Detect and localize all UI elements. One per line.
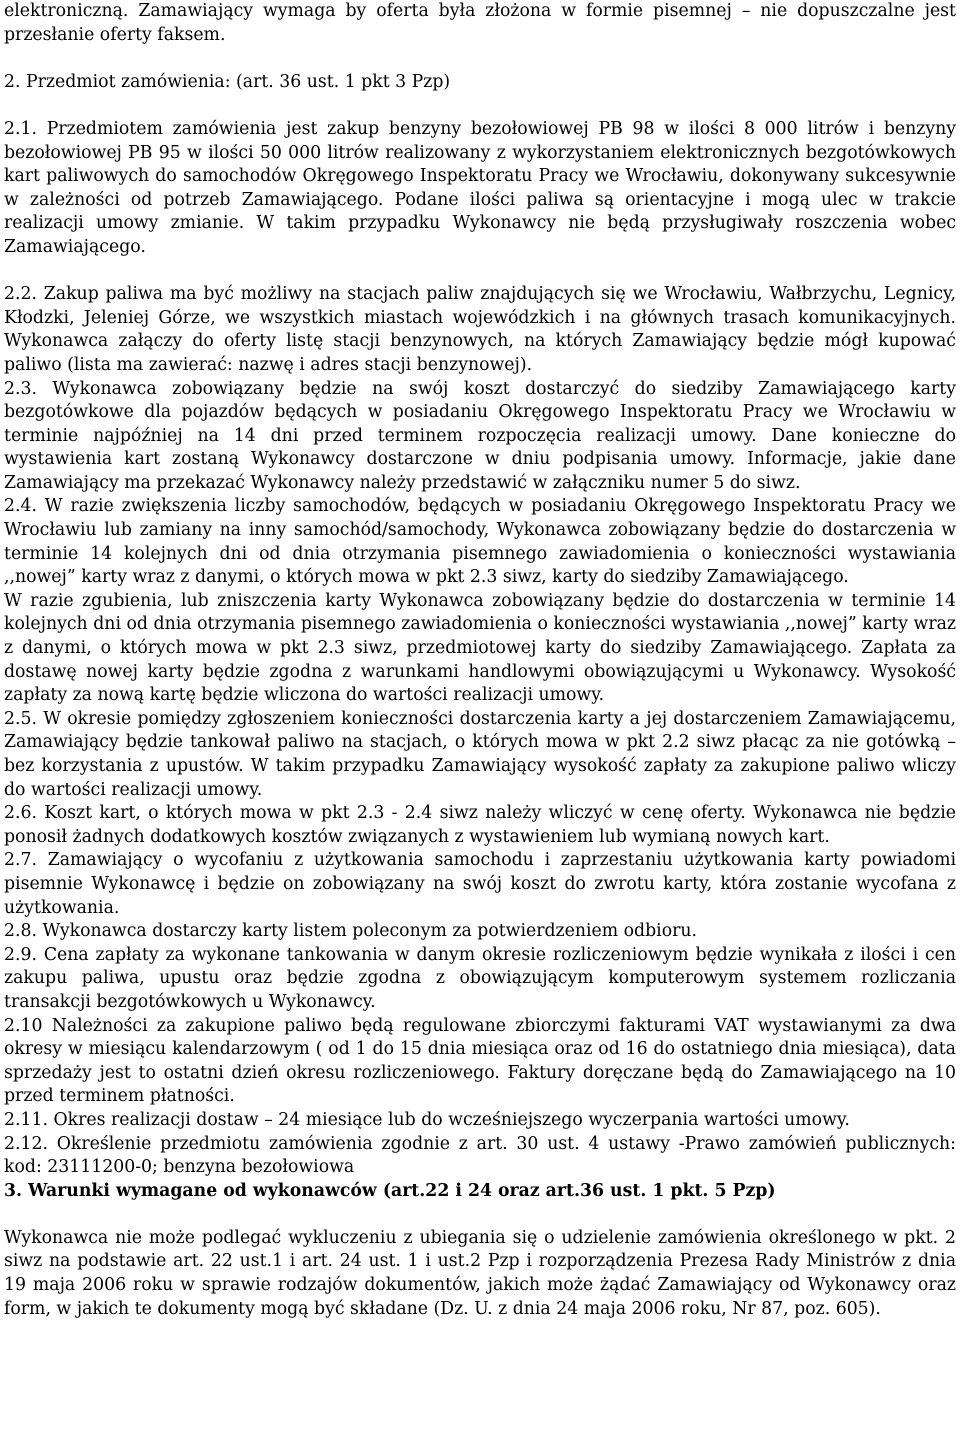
spacer xyxy=(4,94,956,118)
paragraph-2-3: 2.3. Wykonawca zobowiązany będzie na swój koszt dostarczyć do siedziby Zamawiającego karty bezgotówkowe dla pojazdów będących w posiadaniu Okręgowego Inspektoratu Pracy we Wrocławiu w terminie najpóźniej na 14 dni przed terminem rozpoczęcia realizacji umowy. Dane konieczne do wystawienia kart zostaną Wykonawcy dostarczone w dniu podpisania umowy. Informacje, jakie dane Zamawiający ma przekazać Wykonawcy należy przedstawić w załączniku numer 5 do siwz. xyxy=(4,378,956,493)
paragraph-2-5: 2.5. W okresie pomiędzy zgłoszeniem konieczności dostarczenia karty a jej dostarczeniem Zamawiającemu, Zamawiający będzie tankował paliwo na stacjach, o których mowa w pkt 2.2 siwz płacąc za nie gotówką – bez korzystania z upustów. W takim przypadku Zamawiający wysokość zapłaty za zakupione paliwo wliczy do wartości realizacji umowy. xyxy=(4,708,956,800)
paragraph-2-1: 2.1. Przedmiotem zamówienia jest zakup benzyny bezołowiowej PB 98 w ilości 8 000 litrów i benzyny bezołowiowej PB 95 w ilości 50 000 litrów realizowany z wykorzystaniem elektronicznych bezgotówkowych kart paliwowych do samochodów Okręgowego Inspektoratu Pracy we Wrocławiu, dokonywany sukcesywnie w zależności od potrzeb Zamawiającego. Podane ilości paliwa są orientacyjne i mogą ulec w trakcie realizacji umowy zmianie. W takim przypadku Wykonawcy nie będą przysługiwały roszczenia wobec Zamawiającego. xyxy=(4,118,956,257)
paragraph-2-4a: 2.4. W razie zwiększenia liczby samochodów, będących w posiadaniu Okręgowego Inspektoratu Pracy we Wrocławiu lub zamiany na inny samochód/samochody, Wykonawca zobowiązany będzie do dostarczenia w terminie 14 kolejnych dni od dnia otrzymania pisemnego zawiadomienia o konieczności wystawiania ,,nowej” karty wraz z danymi, o których mowa w pkt 2.3 siwz, karty do siedziby Zamawiającego. xyxy=(4,496,956,588)
section-3-heading: 3. Warunki wymagane od wykonawców (art.22 i 24 oraz art.36 ust. 1 pkt. 5 Pzp) xyxy=(4,1180,776,1201)
section-2-heading: 2. Przedmiot zamówienia: (art. 36 ust. 1 pkt 3 Pzp) xyxy=(4,71,451,92)
paragraph-2-12: 2.12. Określenie przedmiotu zamówienia zgodnie z art. 30 ust. 4 ustawy -Prawo zamówień publicznych: kod: 23111200-0; benzyna bezołowiowa xyxy=(4,1133,956,1178)
paragraph-2-9: 2.9. Cena zapłaty za wykonane tankowania w danym okresie rozliczeniowym będzie wynikała z ilości i cen zakupu paliwa, upustu oraz będzie zgodna z obowiązującym komputerowym systemem rozliczania transakcji bezgotówkowych u Wykonawcy. xyxy=(4,944,956,1012)
paragraph-2-8: 2.8. Wykonawca dostarczy karty listem poleconym za potwierdzeniem odbioru. xyxy=(4,921,697,942)
paragraph-2-4b: W razie zgubienia, lub zniszczenia karty Wykonawca zobowiązany będzie do dostarczenia w terminie 14 kolejnych dni od dnia otrzymania pisemnego zawiadomienia o konieczności wystawiania ,,nowej” karty wraz z danymi, o których mowa w pkt 2.3 siwz, przedmiotowej karty do siedziby Zamawiającego. Zapłata za dostawę nowej karty będzie zgodna z warunkami handlowymi obowiązującymi u Wykonawcy. Wysokość zapłaty za nową kartę będzie wliczona do wartości realizacji umowy. xyxy=(4,590,956,706)
paragraph-2-2: 2.2. Zakup paliwa ma być możliwy na stacjach paliw znajdujących się we Wrocławiu, Wałbrzychu, Legnicy, Kłodzki, Jeleniej Górze, we wszystkich miastach wojewódzkich i na głównych trasach komunikacyjnych. Wykonawca załączy do oferty listę stacji benzynowych, na których Zamawiający będzie mógł kupować paliwo (lista ma zawierać: nazwę i adres stacji benzynowej). xyxy=(4,284,956,375)
paragraph-2-11: 2.11. Okres realizacji dostaw – 24 miesiące lub do wcześniejszego wyczerpania wartości umowy. xyxy=(4,1109,850,1130)
intro-paragraph: elektroniczną. Zamawiający wymaga by oferta była złożona w formie pisemnej – nie dopuszczalne jest przesłanie oferty faksem. xyxy=(4,1,956,45)
paragraph-2-10: 2.10 Należności za zakupione paliwo będą regulowane zbiorczymi fakturami VAT wystawianymi za dwa okresy w miesiącu kalendarzowym ( od 1 do 15 dnia miesiąca oraz od 16 do ostatniego dnia miesiąca), data sprzedaży jest to ostatni dzień okresu rozliczeniowego. Faktury doręczane będą do Zamawiającego na 10 przed terminem płatności. xyxy=(4,1015,956,1107)
spacer xyxy=(4,260,956,284)
paragraph-3: Wykonawca nie może podlegać wykluczeniu z ubiegania się o udzielenie zamówienia określonego w pkt. 2 siwz na podstawie art. 22 ust.1 i art. 24 ust. 1 i ust.2 Pzp i rozporządzenia Prezesa Rady Ministrów z dnia 19 maja 2006 roku w sprawie rodzajów dokumentów, jakich może żądać Zamawiający od Wykonawcy oraz form, w jakich te dokumenty mogą być składane (Dz. U. z dnia 24 maja 2006 roku, Nr 87, poz. 605). xyxy=(4,1227,956,1319)
paragraph-2-7: 2.7. Zamawiający o wycofaniu z użytkowania samochodu i zaprzestaniu użytkowania karty powiadomi pisemnie Wykonawcę i będzie on zobowiązany na swój koszt do zwrotu karty, która zostanie wycofana z użytkowania. xyxy=(4,850,956,918)
paragraph-2-6: 2.6. Koszt kart, o których mowa w pkt 2.3 - 2.4 siwz należy wliczyć w cenę oferty. Wykonawca nie będzie ponosił żadnych dodatkowych kosztów związanych z wystawieniem lub wymianą nowych kart. xyxy=(4,803,956,847)
spacer xyxy=(4,1203,956,1227)
spacer xyxy=(4,47,956,71)
